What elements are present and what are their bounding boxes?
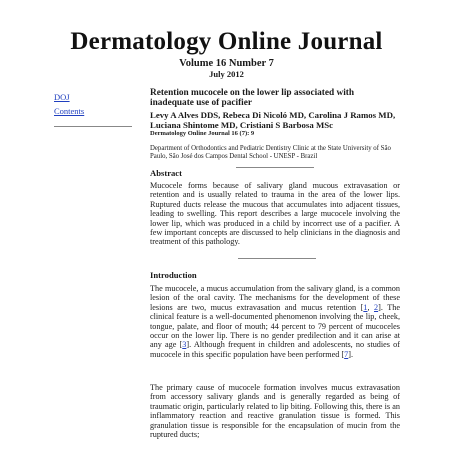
- introduction-paragraph: [150, 284, 400, 359]
- reference-link-2[interactable]: 2: [374, 302, 379, 312]
- section-divider: [236, 167, 314, 168]
- contents-link[interactable]: Contents: [54, 106, 85, 116]
- sidebar-nav: [54, 90, 134, 127]
- volume-number: Volume 16 Number 7: [179, 58, 274, 69]
- section-divider: [238, 258, 316, 259]
- paragraph-text: ]. The clinical feature is a well-documented phenomenon involving the lip, cheek, tongue, palate, and floor of mouth; 44 percent to 79 percent of mucoceles occur on the lower lip. There is no gender predilection and it can arise at any age [: [150, 302, 400, 350]
- author-affiliation: Department of Orthodontics and Pediatric Dentistry Clinic at the State University of São Paulo, São José dos Campos Dental School - UNESP - Brazil: [150, 145, 391, 160]
- reference-link-7[interactable]: 7: [344, 349, 349, 359]
- article-title: Retention mucocele on the lower lip associated with inadequate use of pacifier: [150, 88, 355, 108]
- reference-link-1[interactable]: 1: [363, 302, 368, 312]
- journal-title: Dermatology Online Journal: [70, 28, 383, 55]
- article-citation: Dermatology Online Journal 16 (7): 9: [150, 130, 255, 137]
- paragraph-text: The mucocele, a mucus accumulation from the salivary gland, is a common lesion of the oral cavity. The mechanisms for the development of these lesions are two, mucus extravasation and mucus retention [: [150, 284, 400, 312]
- abstract-text: Mucocele forms because of salivary gland mucous extravasation or retention and is usually related to trauma in the area of the lower lips. Ruptured ducts release the mucous that accumulates into adjacent tissues, leading to swelling. This report describes a large mucocele involving the lower lip, which was produced in a child by incorrect use of a pacifier. A few important concepts are discussed to help clinicians in the diagnosis and treatment of this pathology.: [150, 181, 400, 247]
- introduction-paragraph: The primary cause of mucocele formation involves mucus extravasation from accessory salivary glands and is generally regarded as being of traumatic origin, particularly related to lip biting. Following this, there is an inflammatory reaction and reactive granulation tissue is formed. This granulation tissue is responsible for the encapsulation of mucin from the ruptured ducts;: [150, 383, 400, 440]
- abstract-heading: Abstract: [150, 168, 182, 178]
- reference-link-3[interactable]: 3: [182, 340, 187, 350]
- paragraph-text: ,: [367, 302, 375, 312]
- issue-date: July 2012: [209, 69, 244, 79]
- article-authors: Levy A Alves DDS, Rebeca Di Nicoló MD, Carolina J Ramos MD, Luciana Shintome MD, Cristiani S Barbosa MSc: [150, 110, 396, 130]
- paragraph-text: ]. Although frequent in children and adolescents, no studies of mucocele in this specific population have been performed [: [150, 340, 400, 359]
- paragraph-text: ].: [348, 349, 354, 359]
- sidebar-divider: [54, 126, 132, 127]
- article-header: [150, 88, 400, 168]
- introduction-heading: Introduction: [150, 270, 197, 280]
- doj-link[interactable]: DOJ: [54, 92, 70, 102]
